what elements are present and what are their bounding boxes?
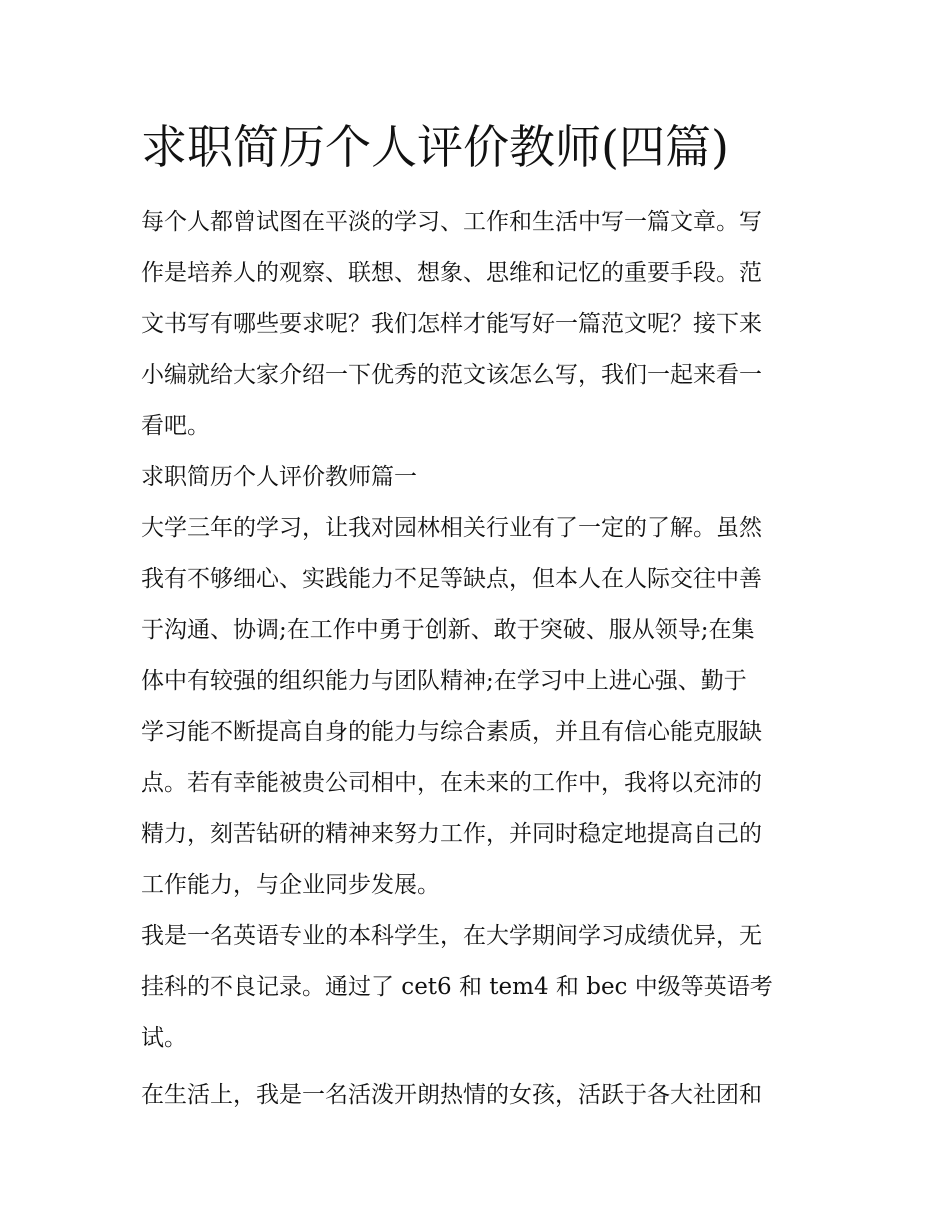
section-heading-1: 求职简历个人评价教师篇一 [141, 464, 417, 490]
paragraph-2-line-1: 我是一名英语专业的本科学生，在大学期间学习成绩优异，无 [141, 923, 762, 949]
document-title: 求职简历个人评价教师(四篇) [141, 120, 729, 174]
paragraph-1-line-3: 于沟通、协调;在工作中勇于创新、敢于突破、服从领导;在集 [141, 617, 755, 643]
paragraph-2-line-3: 试。 [141, 1025, 187, 1051]
paragraph-1-line-8: 工作能力，与企业同步发展。 [141, 872, 440, 898]
intro-line-2: 作是培养人的观察、联想、想象、思维和记忆的重要手段。范 [141, 260, 762, 286]
paragraph-1-line-1: 大学三年的学习，让我对园林相关行业有了一定的了解。虽然 [141, 515, 762, 541]
paragraph-1-line-4: 体中有较强的组织能力与团队精神;在学习中上进心强、勤于 [141, 668, 747, 694]
paragraph-1-line-6: 点。若有幸能被贵公司相中，在未来的工作中，我将以充沛的 [141, 770, 762, 796]
paragraph-1-line-2: 我有不够细心、实践能力不足等缺点，但本人在人际交往中善 [141, 566, 762, 592]
paragraph-1-line-7: 精力，刻苦钻研的精神来努力工作，并同时稳定地提高自己的 [141, 821, 762, 847]
paragraph-3-line-1: 在生活上，我是一名活泼开朗热情的女孩，活跃于各大社团和 [141, 1082, 762, 1108]
intro-line-3: 文书写有哪些要求呢？我们怎样才能写好一篇范文呢？接下来 [141, 311, 762, 337]
paragraph-1-line-5: 学习能不断提高自身的能力与综合素质，并且有信心能克服缺 [141, 719, 762, 745]
document-body [141, 197, 831, 1121]
paragraph-2-line-2: 挂科的不良记录。通过了 cet6 和 tem4 和 bec 中级等英语考 [141, 974, 773, 1000]
intro-line-5: 看吧。 [141, 413, 210, 439]
intro-line-1: 每个人都曾试图在平淡的学习、工作和生活中写一篇文章。写 [141, 209, 762, 235]
intro-line-4: 小编就给大家介绍一下优秀的范文该怎么写，我们一起来看一 [141, 362, 762, 388]
